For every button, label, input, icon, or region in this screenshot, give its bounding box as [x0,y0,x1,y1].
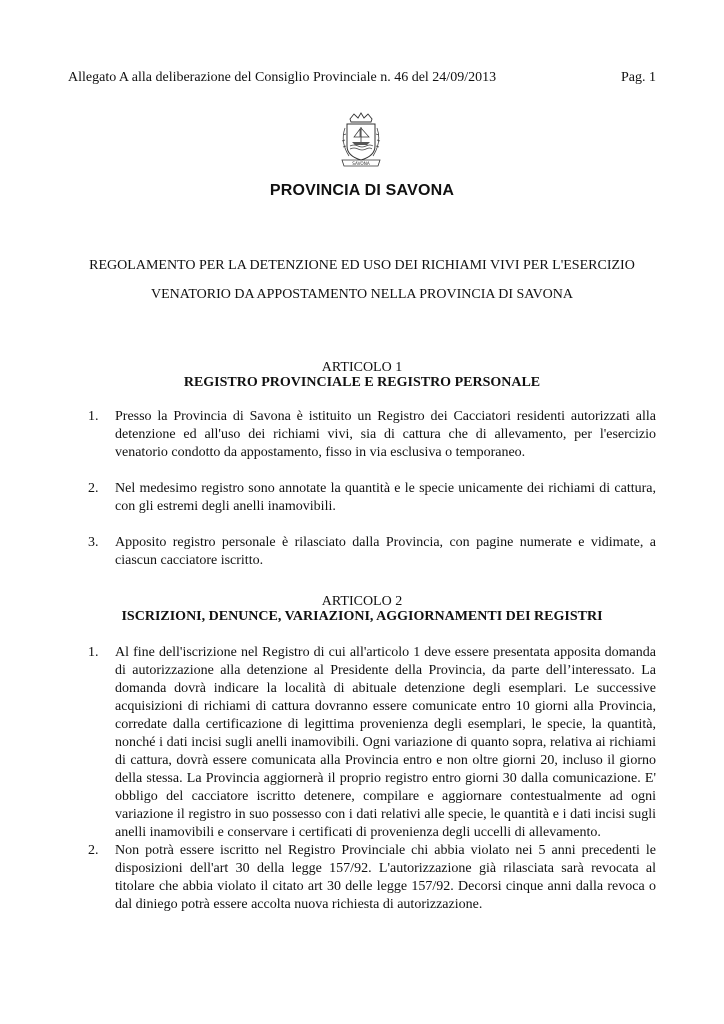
list-item-number: 2. [88,843,99,858]
list-item-number: 3. [88,535,99,550]
document-title: PROVINCIA DI SAVONA [269,182,455,199]
article-2-heading: ISCRIZIONI, DENUNCE, VARIAZIONI, AGGIORNAMENTI DEI REGISTRI [121,609,603,624]
list-item [88,480,656,516]
emblem-ribbon-text: SAVONA [352,161,370,166]
list-item-text: Presso la Provincia di Savona è istituito un Registro dei Cacciatori residenti autorizzati alla detenzione ed all'uso dei richiami vivi, sia di cattura che di allevamento, per l'esercizio venatorio condotto da appostamento, fisso in via esclusiva o temporaneo. [115,409,656,460]
list-item-text: Nel medesimo registro sono annotate la quantità e le specie unicamente dei richiami di cattura, con gli estremi degli anelli inamovibili. [115,481,656,514]
list-item-number: 2. [88,481,99,496]
list-item-text: Non potrà essere iscritto nel Registro Provinciale chi abbia violato nei 5 anni precedenti le disposizioni dell'art 30 della legge 157/92. L'autorizzazione già rilasciata sarà revocata al titolare che abbia violato il citato art 30 delle legge 157/92. Decorsi cinque anni dalla revoca o dal diniego potrà essere accolta nuova richiesta di autorizzazione. [115,843,656,912]
list-item-number: 1. [88,409,99,424]
article-2-number: ARTICOLO 2 [321,594,403,609]
article-1-number: ARTICOLO 1 [321,360,403,375]
header-reference: Allegato A alla deliberazione del Consiglio Provinciale n. 46 del 24/09/2013 [68,70,497,85]
list-item [88,534,656,570]
regulation-title-line-1: REGOLAMENTO PER LA DETENZIONE ED USO DEI RICHIAMI VIVI PER L'ESERCIZIO [89,258,635,273]
regulation-title-line-2: VENATORIO DA APPOSTAMENTO NELLA PROVINCIA DI SAVONA [150,287,574,302]
page-number: Pag. 1 [621,70,656,85]
list-item-text: Apposito registro personale è rilasciato dalla Provincia, con pagine numerate e vidimate, a ciascun cacciatore iscritto. [115,535,656,568]
list-item [88,644,656,842]
list-item-text: Al fine dell'iscrizione nel Registro di cui all'articolo 1 deve essere presentata apposita domanda di autorizzazione alla detenzione al Presidente della Provincia, da parte dell’interessato. La domanda dovrà indicare la località di abituale detenzione degli esemplari. Le successive acquisizioni di richiami di cattura dovranno essere comunicate entro 10 giorni alla Provincia, corredate dalla certificazione di legittima provenienza degli esemplari, le specie, la quantità, nonché i dati incisi sugli anelli inamovibili. Ogni variazione di quanto sopra, relativa ai richiami di cattura, dovrà essere comunicata alla Provincia entro e non oltre giorni 20, incluso il giorno della stessa. La Provincia aggiornerà il proprio registro entro giorni 30 dalla comunicazione. E' obbligo del cacciatore iscritto detenere, compilare e aggiornare contestualmente ad ogni variazione il registro in suo possesso con i dati relativi alle specie, le quantità e i dati incisi sugli anelli inamovibili e conservare i certificati di provenienza degli uccelli di allevamento. [115,645,656,840]
list-item-number: 1. [88,645,99,660]
province-coat-of-arms-icon [330,110,392,172]
article-1-heading: REGISTRO PROVINCIALE E REGISTRO PERSONALE [183,375,541,390]
article-1-list [88,408,656,588]
list-item [88,842,656,914]
article-2-list [88,644,656,914]
list-item [88,408,656,462]
